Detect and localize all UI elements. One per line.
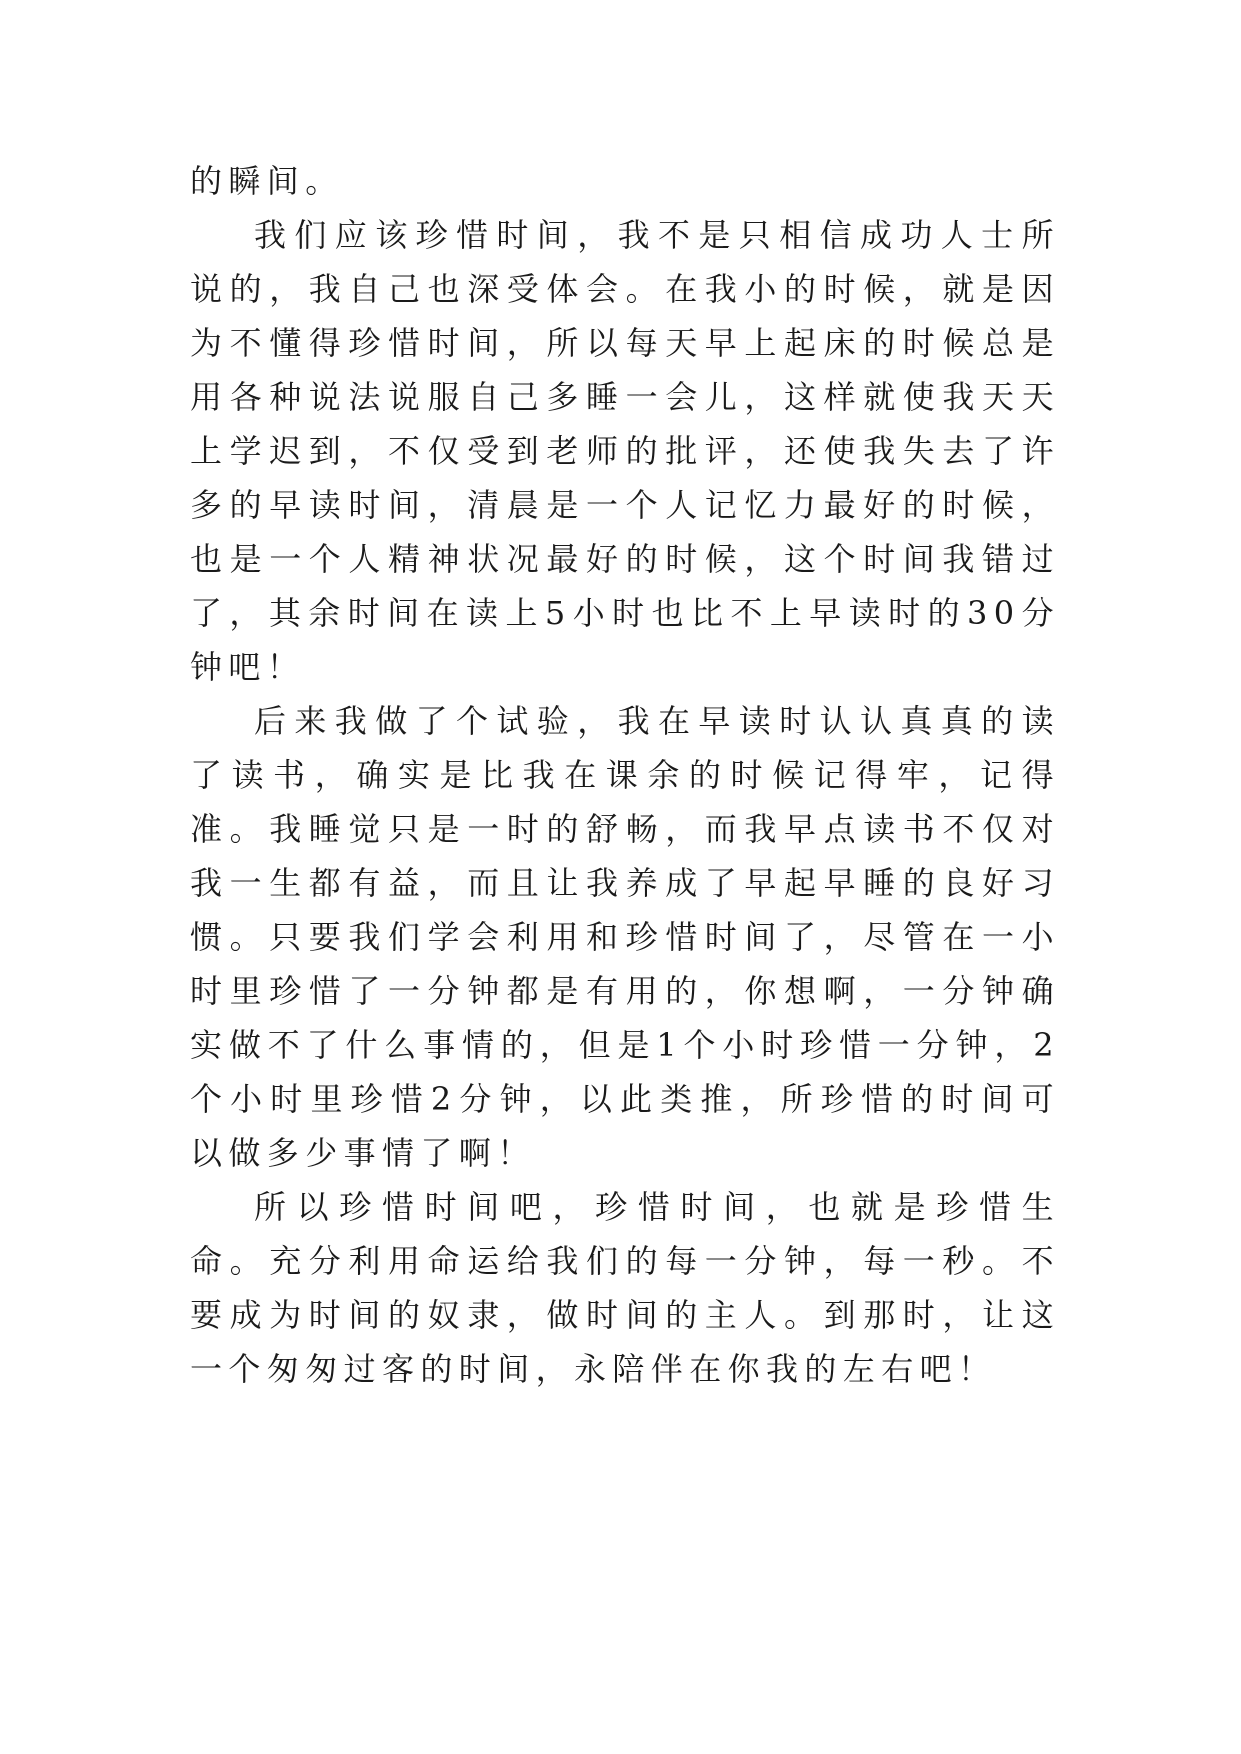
paragraph-4: 所以珍惜时间吧，珍惜时间，也就是珍惜生命。充分利用命运给我们的每一分钟，每一秒。不要成为时间的奴隶，做时间的主人。到那时，让这一个匆匆过客的时间，永陪伴在你我的左右吧！ — [190, 1188, 1060, 1388]
paragraph-2: 我们应该珍惜时间，我不是只相信成功人士所说的，我自己也深受体会。在我小的时候，就是因为不懂得珍惜时间，所以每天早上起床的时候总是用各种说法说服自己多睡一会儿，这样就使我天天上学迟到，不仅受到老师的批评，还使我失去了许多的早读时间，清晨是一个人记忆力最好的时候，也是一个人精神状况最好的时候，这个时间我错过了，其余时间在读上5小时也比不上早读时的30分钟吧！ — [190, 216, 1060, 686]
essay-body — [190, 154, 1060, 1396]
paragraph-3: 后来我做了个试验，我在早读时认认真真的读了读书，确实是比我在课余的时候记得牢，记得准。我睡觉只是一时的舒畅，而我早点读书不仅对我一生都有益，而且让我养成了早起早睡的良好习惯。只要我们学会利用和珍惜时间了，尽管在一小时里珍惜了一分钟都是有用的，你想啊，一分钟确实做不了什么事情的，但是1个小时珍惜一分钟，2个小时里珍惜2分钟，以此类推，所珍惜的时间可以做多少事情了啊！ — [190, 702, 1060, 1172]
paragraph-1: 的瞬间。 — [190, 162, 344, 200]
